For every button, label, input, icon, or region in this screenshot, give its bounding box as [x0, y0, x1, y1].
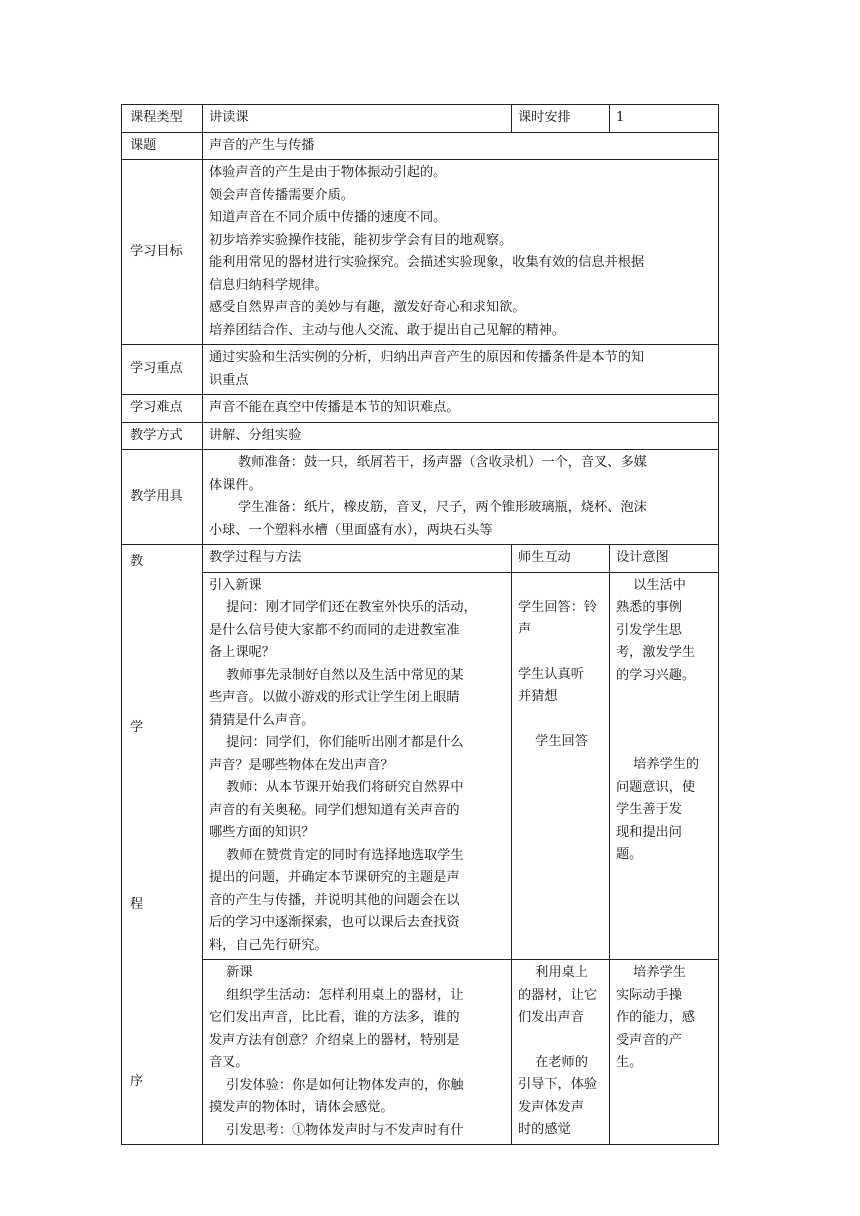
key-points-content	[203, 345, 719, 395]
interaction-line: 学生回答	[535, 733, 588, 749]
class-hours-value: 1	[610, 105, 719, 133]
tools-line: 教师准备：鼓一只，纸屑若干，扬声器（含收录机）一个，音叉、多媒	[238, 455, 647, 470]
process-line: 发声方法有创意？介绍桌上的器材，特别是	[209, 1032, 460, 1048]
intent-line: 熟悉的事例	[616, 600, 682, 615]
objective-line: 体验声音的产生是由于物体振动引起的。	[209, 165, 447, 180]
side-char: 程	[130, 897, 144, 912]
topic-label: 课题	[122, 132, 203, 160]
interaction-line: 声	[518, 622, 532, 637]
interaction-line: 发声体发声	[518, 1099, 584, 1115]
process-line: 教师事先录制好自然以及生活中常见的某	[226, 667, 464, 683]
intent-line: 受声音的产	[616, 1032, 682, 1048]
objectives-content	[203, 160, 719, 345]
new-intent	[610, 960, 719, 1145]
interaction-line: 并猜想	[518, 689, 558, 704]
lesson-plan-table	[121, 104, 719, 1145]
objective-line: 初步培养实验操作技能，能初步学会有目的地观察。	[209, 232, 513, 248]
tools-label: 教学用具	[122, 450, 203, 545]
process-line: 新课	[226, 965, 253, 980]
tools-row	[122, 450, 719, 545]
process-line: 是什么信号使大家都不约而同的走进教室准	[209, 622, 460, 638]
process-header-row	[122, 545, 719, 573]
tools-line: 小球、一个塑料水槽（里面盛有水），两块石头等	[209, 522, 493, 538]
process-header-intent: 设计意图	[610, 545, 719, 573]
side-char: 序	[130, 1074, 144, 1089]
new-main-content	[203, 960, 512, 1145]
interaction-line: 们发出声音	[518, 1010, 584, 1025]
intent-line: 问题意识，使	[616, 779, 696, 795]
class-hours-label: 课时安排	[512, 105, 610, 133]
process-line: 引发体验：你是如何让物体发声的，你触	[226, 1077, 464, 1093]
intent-line: 引发学生思	[616, 622, 682, 638]
difficulties-row	[122, 395, 719, 423]
intent-line: 现和提出问	[616, 824, 682, 840]
objective-line: 知道声音在不同介质中传播的速度不同。	[209, 210, 447, 225]
process-line: 音的产生与传播，并说明其他的问题会在以	[209, 892, 460, 908]
difficulties-label: 学习难点	[122, 395, 203, 423]
interaction-line: 学生回答：铃	[518, 599, 598, 615]
process-header-main: 教学过程与方法	[203, 545, 512, 573]
intent-line: 作的能力，感	[616, 1010, 696, 1025]
intro-intent	[610, 572, 719, 960]
interaction-line: 学生认真听	[518, 666, 584, 682]
process-line: 它们发出声音，比比看，谁的方法多，谁的	[209, 1010, 460, 1025]
process-section-intro	[122, 572, 719, 960]
interaction-line: 时的感觉	[518, 1122, 571, 1137]
process-line: 摸发声的物体时，请体会感觉。	[209, 1100, 394, 1115]
key-point-line: 通过实验和生活实例的分析，归纳出声音产生的原因和传播条件是本节的知	[209, 350, 645, 365]
interaction-line: 在老师的	[535, 1054, 588, 1070]
intent-line: 以生活中	[633, 577, 686, 593]
process-line: 备上课呢？	[209, 645, 275, 660]
objectives-label: 学习目标	[122, 160, 203, 345]
process-line: 声音的有关奥秘。同学们想知道有关声音的	[209, 802, 460, 818]
methods-label: 教学方式	[122, 422, 203, 450]
process-line: 提问：同学们，你们能听出刚才都是什么	[226, 735, 464, 750]
methods-row	[122, 422, 719, 450]
topic-value: 声音的产生与传播	[203, 132, 719, 160]
process-header-interact: 师生互动	[512, 545, 610, 573]
objective-line: 能利用常见的器材进行实验探究。会描述实验现象，收集有效的信息并根据	[209, 255, 645, 270]
interaction-line: 引导下，体验	[518, 1077, 598, 1092]
course-type-row	[122, 105, 719, 133]
process-line: 猜猜是什么声音。	[209, 712, 315, 728]
key-point-line: 识重点	[209, 372, 249, 388]
intent-line: 培养学生	[633, 965, 686, 980]
course-type-label: 课程类型	[122, 105, 203, 133]
process-line: 音叉。	[209, 1055, 249, 1070]
tools-content	[203, 450, 719, 545]
objective-line: 感受自然界声音的美妙与有趣，激发好奇心和求知欲。	[209, 300, 526, 315]
process-side-label	[122, 545, 203, 1145]
new-interaction	[512, 960, 610, 1145]
side-char: 学	[130, 720, 144, 735]
objective-line: 培养团结合作、主动与他人交流、敢于提出自己见解的精神。	[209, 322, 566, 338]
intent-line: 的学习兴趣。	[616, 667, 696, 683]
intent-line: 实际动手操	[616, 987, 682, 1003]
intro-main-content	[203, 572, 512, 960]
objective-line: 信息归纳科学规律。	[209, 277, 328, 293]
interaction-line: 利用桌上	[535, 965, 588, 980]
difficulties-value: 声音不能在真空中传播是本节的知识难点。	[203, 395, 719, 423]
intent-line: 生。	[616, 1055, 643, 1070]
tools-line: 体课件。	[209, 477, 262, 493]
process-line: 组织学生活动：怎样利用桌上的器材，让	[226, 987, 464, 1003]
course-type-value: 讲读课	[203, 105, 512, 133]
intro-interaction	[512, 572, 610, 960]
tools-line: 学生准备：纸片，橡皮筋，音叉，尺子，两个锥形玻璃瓶，烧杯、泡沫	[238, 500, 647, 515]
process-line: 料，自己先行研究。	[209, 937, 328, 953]
intent-line: 培养学生的	[633, 757, 700, 772]
objectives-row	[122, 160, 719, 345]
process-line: 教师：从本节课开始我们将研究自然界中	[226, 780, 464, 795]
process-line: 哪些方面的知识？	[209, 825, 315, 840]
process-line: 提问：刚才同学们还在教室外快乐的活动，	[226, 600, 477, 615]
topic-row	[122, 132, 719, 160]
process-line: 后的学习中逐渐探索，也可以课后去查找资	[209, 915, 460, 930]
objective-line: 领会声音传播需要介质。	[209, 187, 355, 203]
methods-value: 讲解、分组实验	[203, 422, 719, 450]
process-line: 教师在赞赏肯定的同时有选择地选取学生	[226, 847, 464, 863]
key-points-label: 学习重点	[122, 345, 203, 395]
intent-line: 题。	[616, 847, 643, 862]
process-line: 引发思考：①物体发声时与不发声时有什	[226, 1122, 464, 1138]
intent-line: 学生善于发	[616, 802, 682, 817]
process-section-new	[122, 960, 719, 1145]
interaction-line: 的器材，让它	[518, 987, 598, 1003]
intent-line: 考，激发学生	[616, 645, 696, 660]
side-char: 教	[130, 554, 144, 569]
process-line: 引入新课	[209, 577, 262, 593]
key-points-row	[122, 345, 719, 395]
process-line: 提出的问题，并确定本节课研究的主题是声	[209, 870, 460, 885]
process-line: 声音？是哪些物体在发出声音？	[209, 757, 394, 773]
process-line: 些声音。以做小游戏的形式让学生闭上眼睛	[209, 690, 460, 705]
